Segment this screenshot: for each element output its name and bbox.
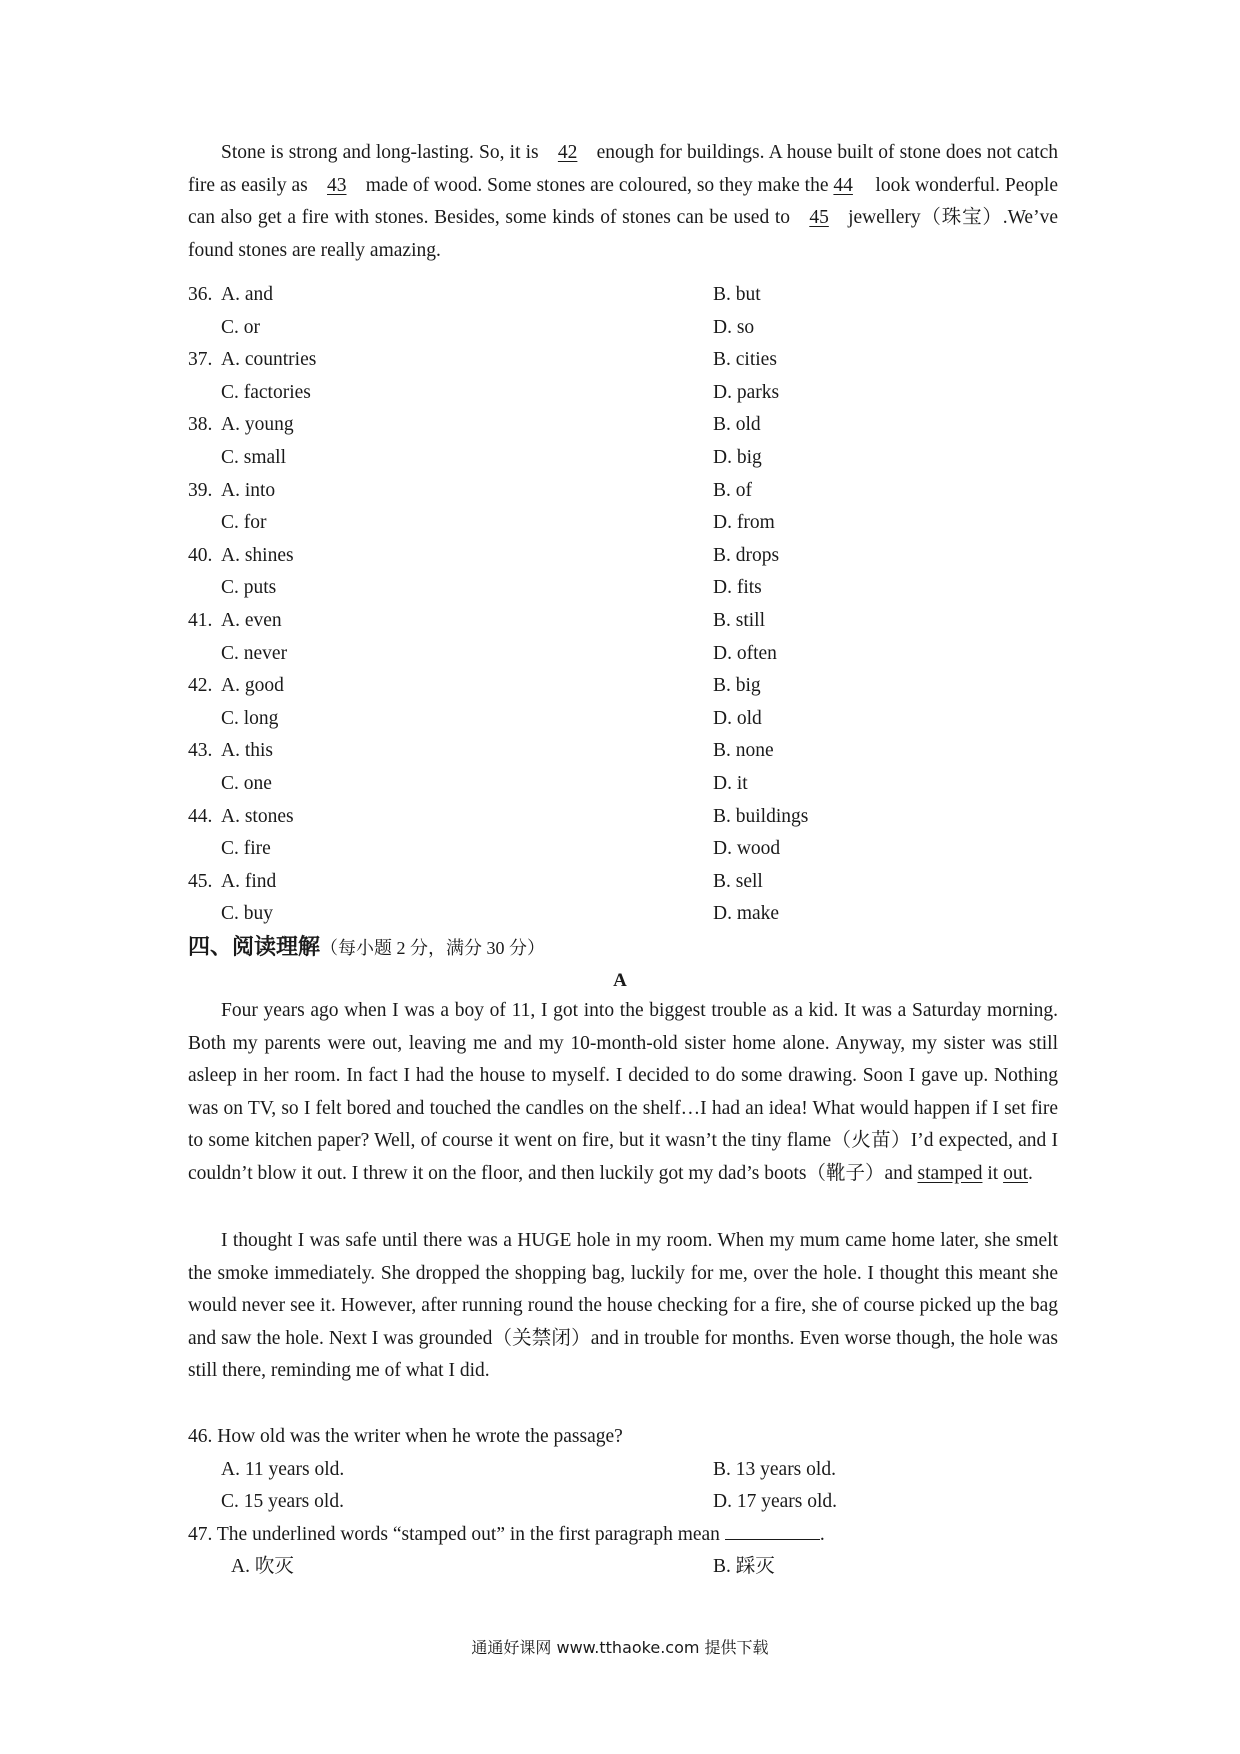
question-46-options-row2	[188, 1486, 1058, 1519]
reading-questions	[188, 1421, 1058, 1584]
option-a: A. even	[221, 609, 282, 631]
section-heading	[188, 931, 545, 964]
option-c: C. 15 years old.	[221, 1491, 344, 1513]
cloze-passage-end	[188, 137, 1058, 267]
question-number: 44.	[188, 805, 213, 827]
option-row	[188, 898, 1058, 931]
paragraph-text: Four years ago when I was a boy of 11, I got into the biggest trouble as a kid. It was a Saturday morning. Both my parents were out, leaving me and my 10-month-old sister home alone. Anyway, my sister was still asleep in her room. In fact I had the house to myself. I decided to do some drawing. Soon I gave up. Nothing was on TV, so I felt bored and touched the candles on the shelf…I had an idea! What would happen if I set fire to some kitchen paper? Well, of course it went on fire, but it wasn’t the tiny flame（火苗）I’d expected, and I couldn’t blow it out. I threw it on the floor, and then luckily got my dad’s boots（靴子）and	[188, 1000, 1058, 1184]
option-b: B. 13 years old.	[713, 1458, 836, 1480]
option-c: C. never	[221, 642, 288, 664]
option-b: B. old	[713, 414, 761, 436]
question-46-options-row1	[188, 1454, 1058, 1487]
option-a: A. find	[221, 870, 277, 892]
option-row	[188, 703, 1058, 736]
question-number: 45.	[188, 870, 213, 892]
option-row	[188, 833, 1058, 866]
question-number: 36.	[188, 284, 213, 305]
reading-paragraph-2: I thought I was safe until there was a HUGE hole in my room. When my mum came home later, she smelt the smoke immediately. She dropped the shopping bag, luckily for me, over the hole. I thought this meant she would never see it. However, after running round the house checking for a fire, she of course picked up the bag and saw the hole. Next I was grounded（关禁闭）and in trouble for months. Even worse though, the hole was still there, reminding me of what I did.	[188, 1230, 1058, 1382]
passage-text: enough for buildings. A house built of stone does not catch fire as easily as	[188, 142, 1058, 196]
option-row	[188, 540, 1058, 573]
option-row	[188, 409, 1058, 442]
question-46	[188, 1421, 1058, 1454]
option-d: D. 17 years old.	[713, 1491, 838, 1513]
option-row	[188, 507, 1058, 540]
option-b: B. of	[713, 479, 752, 501]
underlined-word-out: out	[1003, 1162, 1028, 1184]
option-row	[188, 866, 1058, 899]
question-number: 40.	[188, 544, 213, 566]
option-d: D. it	[713, 772, 748, 794]
option-b: B. sell	[713, 870, 763, 892]
option-d: D. parks	[713, 381, 780, 403]
section-title: 四、阅读理解	[188, 935, 321, 960]
section-note: （每小题 2 分，满分 30 分）	[320, 938, 546, 958]
option-c: C. factories	[221, 381, 311, 403]
question-47	[188, 1519, 1058, 1552]
cloze-options	[188, 279, 1058, 931]
passage-text: made of wood. Some stones are coloured, so they make the	[365, 174, 829, 196]
question-text: 47. The underlined words “stamped out” in the first paragraph mean	[188, 1523, 720, 1545]
blank-43: 43	[327, 174, 347, 196]
option-row	[188, 768, 1058, 801]
option-a: A. good	[221, 675, 284, 697]
option-d: D. big	[713, 446, 762, 468]
paragraph-text: it	[987, 1162, 999, 1184]
option-c: C. small	[221, 446, 287, 468]
option-row	[188, 344, 1058, 377]
option-c: C. one	[221, 772, 272, 794]
paragraph-text: .	[1027, 1162, 1033, 1184]
blank-42: 42	[557, 142, 578, 163]
option-row	[188, 312, 1058, 345]
option-row	[188, 605, 1058, 638]
option-a: A. and	[221, 284, 273, 305]
option-row	[188, 670, 1058, 703]
option-b: B. still	[713, 609, 766, 631]
option-a: A. this	[221, 740, 274, 762]
option-c: C. fire	[221, 838, 271, 860]
option-row	[188, 377, 1058, 410]
passage-label: A	[613, 970, 627, 991]
question-text: .	[819, 1523, 825, 1545]
option-d: D. often	[713, 642, 777, 664]
option-row	[188, 638, 1058, 671]
option-b: B. 踩灭	[713, 1556, 775, 1578]
question-number: 43.	[188, 740, 213, 762]
question-stem	[188, 1519, 825, 1552]
answer-blank	[725, 1519, 820, 1540]
option-d: D. old	[713, 707, 762, 729]
option-c: C. for	[221, 512, 267, 534]
option-d: D. make	[713, 903, 780, 925]
page-footer: 通通好课网 www.tthaoke.com 提供下载	[471, 1638, 769, 1657]
question-number: 39.	[188, 479, 213, 501]
option-a: A. 吹灭	[231, 1556, 294, 1578]
option-c: C. long	[221, 707, 279, 729]
option-b: B. drops	[713, 544, 780, 566]
option-row	[188, 475, 1058, 508]
passage-text: Stone is strong and long-lasting. So, it is	[221, 142, 539, 163]
option-a: A. young	[221, 414, 294, 436]
question-stem: 46. How old was the writer when he wrote the passage?	[188, 1426, 623, 1447]
option-c: C. puts	[221, 577, 277, 599]
option-b: B. but	[713, 284, 761, 305]
option-row	[188, 801, 1058, 834]
option-c: C. or	[221, 316, 260, 338]
option-d: D. fits	[713, 577, 762, 599]
question-number: 42.	[188, 675, 213, 697]
option-c: C. buy	[221, 903, 274, 925]
option-a: A. countries	[221, 349, 317, 371]
option-a: A. stones	[221, 805, 294, 827]
option-b: B. buildings	[713, 805, 809, 827]
reading-paragraph-1	[188, 995, 1058, 1191]
option-b: B. big	[713, 675, 761, 697]
option-row	[188, 572, 1058, 605]
option-a: A. shines	[221, 544, 294, 566]
option-a: A. into	[221, 479, 276, 501]
option-d: D. wood	[713, 838, 781, 860]
blank-45: 45	[809, 207, 829, 229]
option-b: B. none	[713, 740, 774, 762]
option-row	[188, 735, 1058, 768]
underlined-word-stamped: stamped	[917, 1162, 983, 1184]
question-47-options-row1	[188, 1551, 1058, 1584]
blank-44: 44	[833, 174, 853, 196]
option-b: B. cities	[713, 349, 777, 371]
option-row	[188, 442, 1058, 475]
option-row	[188, 279, 1058, 312]
passage-text: jewellery（珠宝）.We’ve found stones are really amazing.	[188, 207, 1058, 261]
question-number: 41.	[188, 609, 213, 631]
question-number: 37.	[188, 349, 213, 371]
passage-text: look wonderful. People can also get a fire with stones. Besides, some kinds of stones can be used to	[188, 174, 1058, 229]
option-a: A. 11 years old.	[221, 1458, 345, 1480]
question-number: 38.	[188, 414, 213, 436]
option-d: D. from	[713, 512, 775, 534]
option-d: D. so	[713, 316, 755, 338]
